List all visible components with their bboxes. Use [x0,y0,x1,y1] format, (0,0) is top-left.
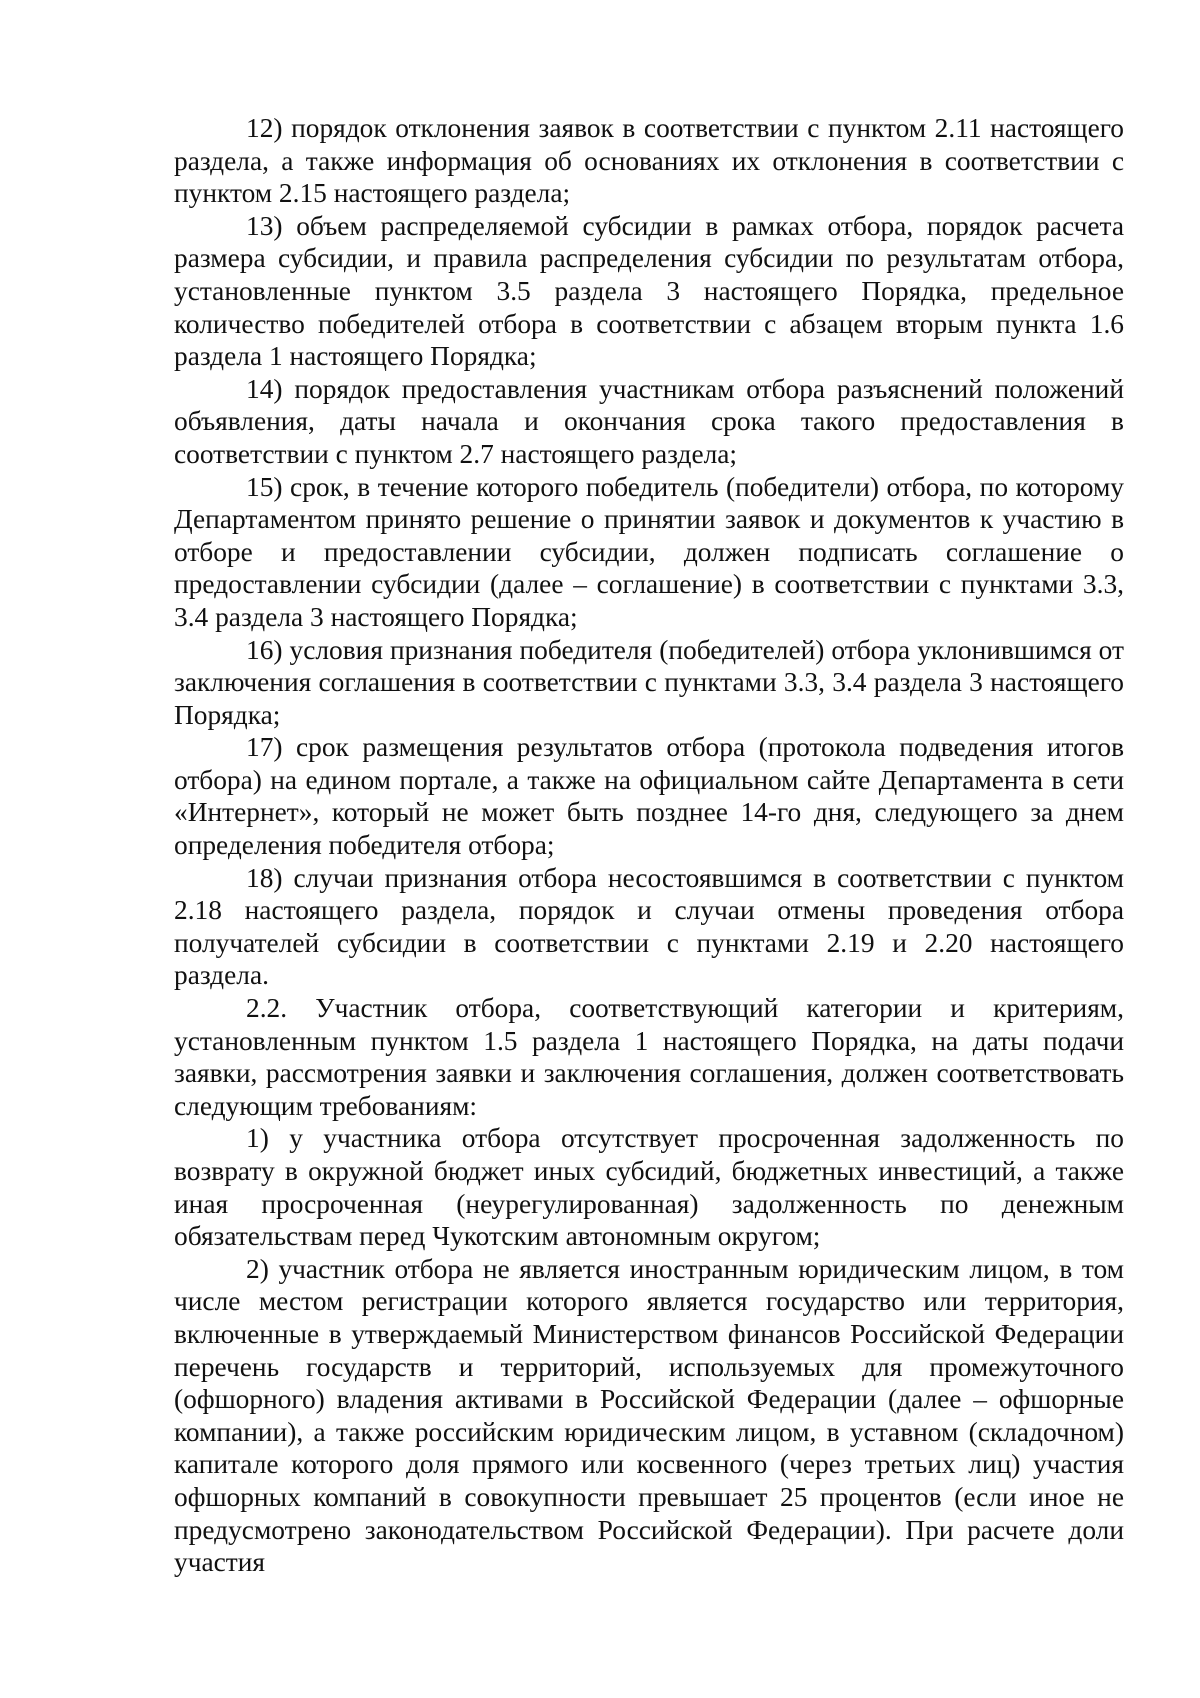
paragraph-requirement-1: 1) у участника отбора отсутствует просроченная задолженность по возврату в окружной бюджет иных субсидий, бюджетных инвестиций, а также иная просроченная (неурегулированная) задолженность по денежным обязательствам перед Чукотским автономным округом; [174,1123,1124,1252]
paragraph-requirement-2: 2) участник отбора не является иностранным юридическим лицом, в том числе местом регистрации которого является государство или территория, включенные в утверждаемый Министерством финансов Российской Федерации перечень государств и территорий, используемых для промежуточного (офшорного) владения активами в Российской Федерации (далее – офшорные компании), а также российским юридическим лицом, в уставном (складочном) капитале которого доля прямого или косвенного (через третьих лиц) участия офшорных компаний в совокупности превышает 25 процентов (если иное не предусмотрено законодательством Российской Федерации). При расчете доли участия [174,1253,1124,1578]
paragraph-section-2-2: 2.2. Участник отбора, соответствующий категории и критериям, установленным пунктом 1.5 раздела 1 настоящего Порядка, на даты подачи заявки, рассмотрения заявки и заключения соглашения, должен соответствовать следующим требованиям: [174,993,1124,1121]
paragraph-item-12: 12) порядок отклонения заявок в соответствии с пунктом 2.11 настоящего раздела, а также информация об основаниях их отклонения в соответствии с пунктом 2.15 настоящего раздела; [174,113,1124,209]
paragraph-item-18: 18) случаи признания отбора несостоявшимся в соответствии с пунктом 2.18 настоящего раздела, порядок и случаи отмены проведения отбора получателей субсидии в соответствии с пунктами 2.19 и 2.20 настоящего раздела. [174,862,1124,991]
paragraph-item-13: 13) объем распределяемой субсидии в рамках отбора, порядок расчета размера субсидии, и правила распределения субсидии по результатам отбора, установленные пунктом 3.5 раздела 3 настоящего Порядка, предельное количество победителей отбора в соответствии с абзацем вторым пункта 1.6 раздела 1 настоящего Порядка; [174,210,1124,372]
paragraph-item-14: 14) порядок предоставления участникам отбора разъяснений положений объявления, даты начала и окончания срока такого предоставления в соответствии с пунктом 2.7 настоящего раздела; [174,373,1124,469]
paragraph-item-16: 16) условия признания победителя (победителей) отбора уклонившимся от заключения соглашения в соответствии с пунктами 3.3, 3.4 раздела 3 настоящего Порядка; [174,634,1124,730]
document-body [174,112,1124,1579]
paragraph-item-17: 17) срок размещения результатов отбора (протокола подведения итогов отбора) на едином портале, а также на официальном сайте Департамента в сети «Интернет», который не может быть позднее 14-го дня, следующего за днем определения победителя отбора; [174,732,1124,861]
paragraph-item-15: 15) срок, в течение которого победитель (победители) отбора, по которому Департаментом принято решение о принятии заявок и документов к участию в отборе и предоставлении субсидии, должен подписать соглашение о предоставлении субсидии (далее – соглашение) в соответствии с пунктами 3.3, 3.4 раздела 3 настоящего Порядка; [174,471,1124,632]
